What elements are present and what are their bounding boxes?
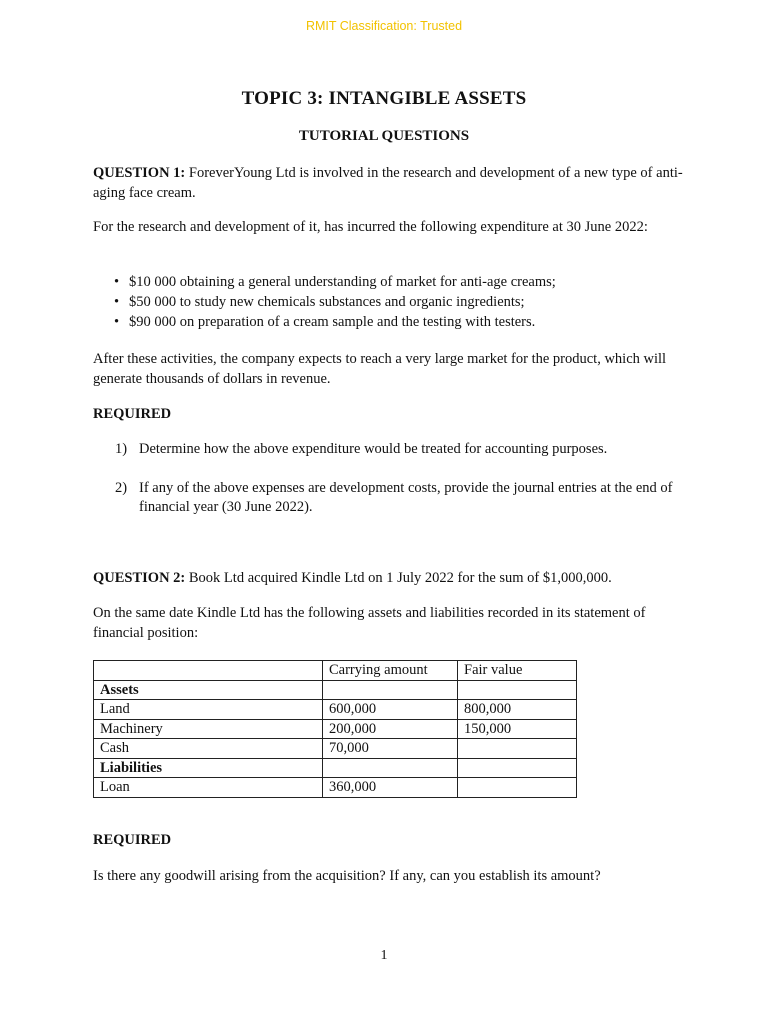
table-cell-fair [458,739,577,759]
table-cell-item: Liabilities [94,758,323,778]
table-cell-item: Assets [94,680,323,700]
list-item-text: Determine how the above expenditure would be treated for accounting purposes. [139,441,608,457]
question-1-required-list [93,440,683,518]
table-header-cell [94,661,323,681]
table-cell-carrying: 600,000 [323,700,458,720]
table-cell-fair [458,778,577,798]
table-header-cell: Fair value [458,661,577,681]
question-2-required-text: Is there any goodwill arising from the acquisition? If any, can you establish its amount? [93,868,601,884]
table-cell-fair [458,758,577,778]
table-header-row [94,661,577,681]
table-row [94,700,577,720]
page-subtitle: TUTORIAL QUESTIONS [298,128,470,144]
question-1-intro [93,164,683,203]
table-row [94,719,577,739]
list-item-text: $50 000 to study new chemicals substances and organic ingredients; [129,294,525,310]
question-1-text: ForeverYoung Ltd is involved in the research and development of a new type of anti-aging face cream. [93,165,683,201]
list-item [93,292,683,312]
bullet-icon: • [114,294,120,310]
list-item [93,312,683,332]
list-number: 1) [115,441,128,457]
table-row [94,680,577,700]
bullet-icon: • [114,274,120,290]
table-cell-item: Machinery [94,719,323,739]
table-cell-carrying: 70,000 [323,739,458,759]
question-1-paragraph-2: For the research and development of it, has incurred the following expenditure at 30 June 2022: [93,219,648,235]
expenditure-list [93,272,683,332]
page-number: 1 [380,948,388,963]
question-2-required-heading: REQUIRED [93,832,172,848]
table-header-cell: Carrying amount [323,661,458,681]
question-1-required-heading: REQUIRED [93,406,172,422]
question-2-intro [93,569,683,589]
table-cell-carrying [323,680,458,700]
table-cell-item: Loan [94,778,323,798]
table-cell-fair [458,680,577,700]
question-2-label: QUESTION 2: [93,570,186,586]
table-row [94,758,577,778]
list-item-text: $10 000 obtaining a general understanding of market for anti-age creams; [129,274,556,290]
table-cell-carrying: 200,000 [323,719,458,739]
list-item-text: If any of the above expenses are development costs, provide the journal entries at the end of financial year (30 June 2022). [139,479,673,515]
list-number: 2) [115,479,128,496]
classification-label: RMIT Classification: Trusted [305,19,463,33]
table-cell-carrying [323,758,458,778]
table-cell-item: Land [94,700,323,720]
table-cell-fair: 150,000 [458,719,577,739]
table-row [94,739,577,759]
question-2-paragraph-2: On the same date Kindle Ltd has the following assets and liabilities recorded in its statement of financial position: [93,605,646,641]
table-row [94,778,577,798]
question-1-label: QUESTION 1: [93,165,186,181]
list-item-text: $90 000 on preparation of a cream sample and the testing with testers. [129,314,536,330]
table-cell-carrying: 360,000 [323,778,458,798]
list-item [93,272,683,292]
table-cell-fair: 800,000 [458,700,577,720]
question-2-text: Book Ltd acquired Kindle Ltd on 1 July 2022 for the sum of $1,000,000. [185,570,612,586]
financial-position-table [93,660,577,798]
table-cell-item: Cash [94,739,323,759]
question-1-paragraph-3: After these activities, the company expects to reach a very large market for the product, which will generate thousands of dollars in revenue. [93,351,667,387]
list-item [93,479,683,518]
page-title: TOPIC 3: INTANGIBLE ASSETS [241,88,527,109]
list-item [93,440,683,460]
bullet-icon: • [114,314,120,330]
